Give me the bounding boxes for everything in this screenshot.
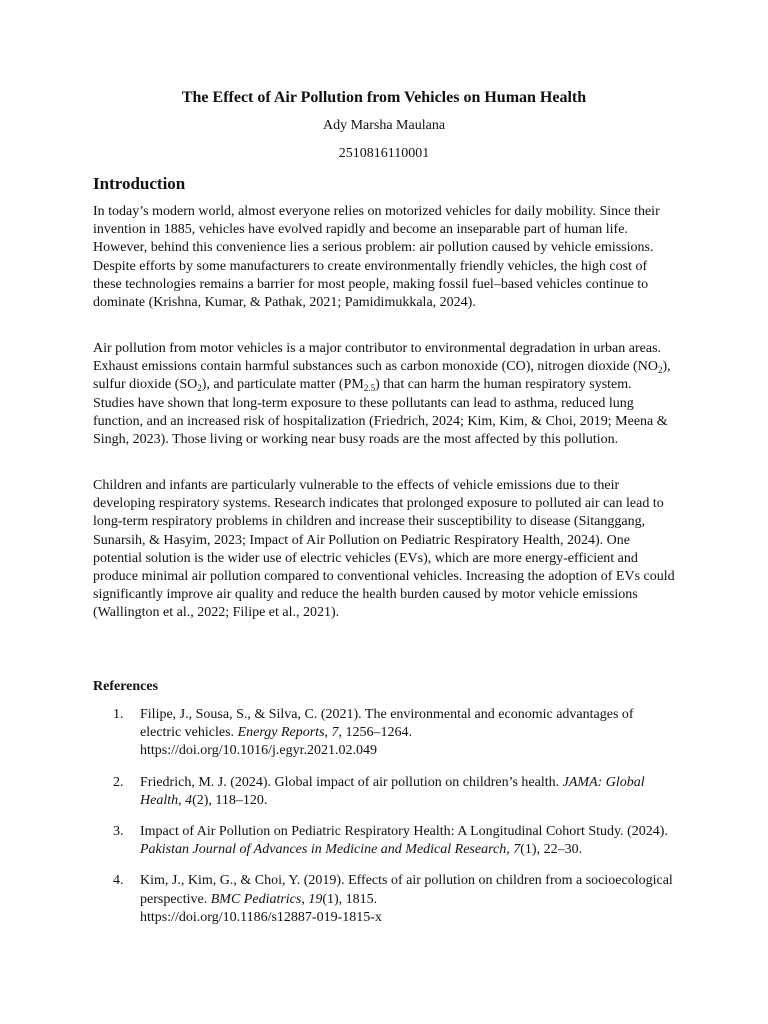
so2-subscript: 2 (197, 383, 202, 394)
reference-authors-title: Friedrich, M. J. (2024). Global impact of air pollution on children’s health. (140, 774, 563, 790)
reference-journal: Energy Reports, 7 (237, 725, 339, 741)
reference-item (93, 872, 675, 927)
reference-pages: (1), 22–30. (520, 842, 583, 858)
paragraph-2-text-b: ), sulfur dioxide (SO (93, 359, 671, 393)
reference-citation (140, 872, 675, 927)
reference-pages: (2), 118–120. (192, 792, 268, 808)
intro-paragraph-2 (93, 340, 675, 449)
document-title: The Effect of Air Pollution from Vehicles on Human Health (181, 89, 587, 106)
reference-item (93, 774, 675, 810)
reference-citation (140, 774, 675, 810)
paragraph-2-text-c: ), and particulate matter (PM (201, 377, 364, 393)
reference-citation (140, 706, 675, 761)
reference-journal: Pakistan Journal of Advances in Medicine and Medical Research, 7 (140, 842, 521, 858)
pm25-subscript: 2.5 (363, 383, 376, 394)
references-heading: References (93, 679, 159, 694)
reference-item (93, 823, 675, 859)
introduction-heading: Introduction (93, 174, 186, 193)
paragraph-2-text-a: Air pollution from motor vehicles is a major contributor to environmental degradation in urban areas. Exhaust emissions contain harmful substances such as carbon monoxide (CO), nitrogen dioxide (NO (93, 341, 662, 375)
no2-subscript: 2 (657, 365, 663, 376)
reference-number: 3. (113, 824, 124, 840)
reference-citation (140, 823, 675, 859)
reference-number: 4. (113, 873, 124, 889)
reference-doi-link[interactable]: https://doi.org/10.1016/j.egyr.2021.02.049 (140, 743, 377, 759)
paragraph-2-text-d: ) that can harm the human respiratory system. Studies have shown that long-term exposure to these pollutants can lead to asthma, reduced lung function, and an increased risk of hospitalization (Friedrich, 2024; Kim, Kim, & Choi, 2019; Meena & Singh, 2023). Those living or working near busy roads are the most affected by this pollution. (93, 377, 668, 448)
reference-number: 1. (113, 707, 124, 722)
intro-paragraph-3: Children and infants are particularly vulnerable to the effects of vehicle emissions due to their developing respiratory systems. Research indicates that prolonged exposure to polluted air can lead to long-term respiratory problems in children and increase their susceptibility to disease (Sitanggang, Sunarsih, & Hasyim, 2023; Impact of Air Pollution on Pediatric Respiratory Health, 2024). One potential solution is the wider use of electric vehicles (EVs), which are more energy-efficient and produce minimal air pollution compared to conventional vehicles. Increasing the adoption of EVs could significantly improve air quality and reduce the health burden caused by motor vehicle emissions (Wallington et al., 2022; Filipe et al., 2021). (93, 478, 675, 621)
reference-authors-title: Kim, J., Kim, G., & Choi, Y. (2019). Effects of air pollution on children from a socioecological perspective. (140, 873, 673, 907)
reference-journal: BMC Pediatrics, 19 (210, 891, 323, 907)
reference-authors-title: Filipe, J., Sousa, S., & Silva, C. (2021). The environmental and economic advantages of electric vehicles. (140, 707, 634, 741)
references-list (93, 706, 675, 940)
author-name: Ady Marsha Maulana (322, 118, 446, 133)
reference-doi-link[interactable]: https://doi.org/10.1186/s12887-019-1815-x (140, 909, 382, 925)
reference-journal: JAMA: Global Health, 4 (140, 774, 645, 808)
reference-pages: (1), 1815. (322, 891, 378, 907)
reference-authors-title: Impact of Air Pollution on Pediatric Respiratory Health: A Longitudinal Cohort Study. (2024). (140, 824, 668, 840)
reference-pages: , 1256–1264. (338, 725, 413, 741)
reference-item (93, 706, 675, 761)
intro-paragraph-1: In today’s modern world, almost everyone relies on motorized vehicles for daily mobility. Since their invention in 1885, vehicles have evolved rapidly and become an inseparable part of human life. However, behind this convenience lies a serious problem: air pollution caused by vehicle emissions. Despite efforts by some manufacturers to create environmentally friendly vehicles, the high cost of these technologies remains a barrier for most people, making fossil fuel–based vehicles continue to dominate (Krishna, Kumar, & Pathak, 2021; Pamidimukkala, 2024). (93, 204, 660, 311)
student-id: 2510816110001 (338, 146, 430, 161)
reference-number: 2. (113, 774, 124, 790)
